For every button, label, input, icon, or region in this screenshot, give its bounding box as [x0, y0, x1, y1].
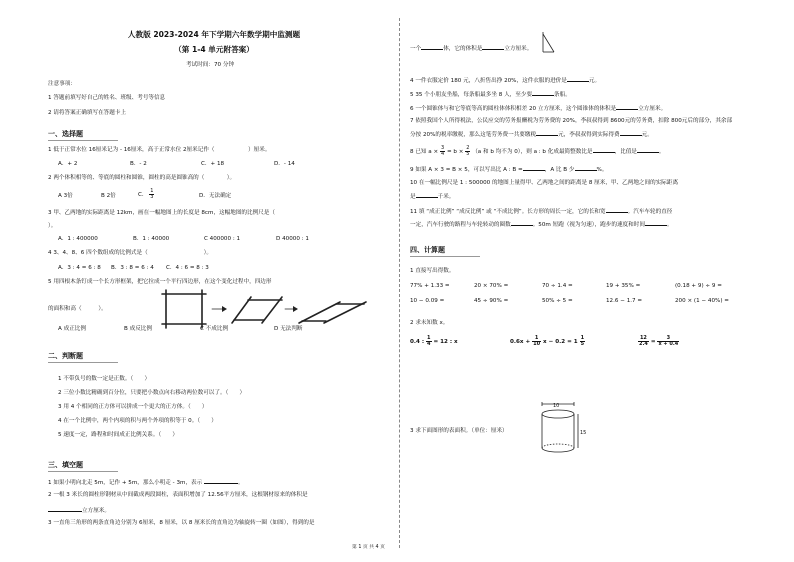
- left-column: [38, 0, 390, 562]
- fill-q10-cont: 是 千米。: [410, 194, 455, 200]
- judge-q2: 2 三位小数比精确到百分位，只要把小数点向右移动两位数可以了。（ ）: [58, 390, 246, 396]
- section-underline: [48, 471, 118, 472]
- calc-q2: 2 求未知数 x。: [410, 320, 449, 326]
- answer-blank[interactable]: [637, 147, 659, 153]
- answer-blank[interactable]: [606, 207, 628, 213]
- answer-blank[interactable]: [645, 220, 667, 226]
- calc-q3: 3 求下面图形的表面积。（单位：厘米）: [410, 428, 508, 434]
- note-item: 2 请将答案正确填写在答题卡上: [48, 110, 127, 116]
- choice-q3-opt-d: D 40000 : 1: [276, 236, 309, 242]
- choice-q2-opt-c: C． $\frac{1}{3}$: [138, 188, 154, 200]
- answer-blank[interactable]: [616, 104, 638, 110]
- fill-q1: 1 如果小明向北走 5m，记作 + 5m，那么小明走 - 3m，表示 。: [48, 480, 244, 486]
- answer-blank[interactable]: [204, 478, 238, 484]
- section-underline: [410, 256, 480, 257]
- calc-q1: 1 直接写出得数。: [410, 268, 455, 274]
- choice-q5-opt-d: D 无法判断: [274, 326, 303, 332]
- answer-blank[interactable]: [575, 165, 597, 171]
- judge-q3: 3 用 4 个相同的正方体可以拼成一个更大的正方体。（ ）: [58, 404, 208, 410]
- equation-1: 0.4 : $\frac{1}{4}$ = 12 : x: [410, 335, 458, 347]
- choice-q4-opt-b: B．3 : 8 = 6 : 4: [111, 265, 154, 271]
- fill-q5: 5 35 个小朋友坐船，每条船最多坐 8 人，至少要 条船。: [410, 92, 571, 98]
- fraction: $\frac{2}{5}$: [466, 145, 470, 157]
- section-heading-choice: 一、选择题: [48, 130, 83, 138]
- calc-item: 12.6 − 1.7 =: [606, 298, 643, 304]
- fill-q7-cont: 分按 20%的税率缴税，那么这笔劳务费一共要缴税 元，李叔叔得到实际得费 元。: [410, 132, 653, 138]
- choice-q5-opt-c: C 不成比例: [200, 326, 229, 332]
- answer-blank[interactable]: [48, 506, 82, 512]
- fill-q3-cont: 一个 体，它的体积是 立方厘米。: [410, 46, 533, 52]
- calc-item: 70 ÷ 1.4 =: [542, 283, 573, 289]
- choice-q5-cont: 的面积和高（ ）。: [48, 306, 107, 312]
- fill-q6: 6 一个圆锥体与和它等底等高的圆柱体体积相差 20 立方厘米，这个圆锥体的体积是 立方厘米。: [410, 106, 667, 112]
- fraction: $\frac{1}{4}$: [427, 335, 431, 347]
- choice-q2-opt-b: B 2倍: [101, 193, 116, 199]
- section-underline: [48, 140, 118, 141]
- choice-q2-opt-d: D．无法确定: [199, 193, 232, 199]
- fill-q8: 8 已知 a × $\frac{3}{4}$ = b × $\frac{2}{5}$ （a 和 b 均不为 0），则 a : b 化成最简整数比是 ，比值是 。: [410, 145, 665, 157]
- fraction: $\frac{3}{4}$: [440, 145, 445, 157]
- calc-item: 20 × 70% =: [474, 283, 509, 289]
- column-divider: [399, 18, 401, 548]
- equation-3: $\frac{12}{2.4}$ = $\frac{3}{x + 0.4}$: [639, 335, 679, 347]
- fraction-one-third: $\frac{1}{3}$: [150, 188, 154, 200]
- fraction: $\frac{12}{2.4}$: [639, 335, 648, 347]
- page-number: 第 1 页 共 4 页: [352, 545, 385, 550]
- choice-q2: 2 两个体积相等的、等底的圆柱和圆锥，圆柱的高是圆锥高的（ ）。: [48, 175, 236, 181]
- exam-subtitle: （第 1-4 单元附答案）: [174, 45, 254, 54]
- section-heading-judge: 二、判断题: [48, 352, 83, 360]
- fill-q4: 4 一件衣服定价 180 元，八折售出挣 20%，这件衣服的进价是 元。: [410, 78, 601, 84]
- answer-blank[interactable]: [536, 130, 558, 136]
- choice-q3: 3 甲、乙两地的实际距离是 12km，画在一幅地图上的长度是 8cm，这幅地图的比例尺是（: [48, 210, 275, 216]
- choice-q3-opt-a: A．1 : 400000: [58, 236, 98, 242]
- choice-q3-opt-c: C 400000 : 1: [204, 236, 241, 242]
- choice-q5-opt-b: B 成反比例: [124, 326, 152, 332]
- fraction: $\frac{1}{10}$: [533, 335, 541, 347]
- notes-heading: 注意事项：: [48, 81, 76, 87]
- choice-q4-opt-a: A．3 : 4 = 6 : 8: [58, 265, 101, 271]
- choice-q4-opt-c: C．4 : 6 = 8 : 3: [166, 265, 209, 271]
- choice-q5: 5 用四根木条钉成一个长方形框架，把它拉成一个平行四边形，在这个变化过程中，四边形: [48, 279, 272, 285]
- calc-item: 19 + 35% =: [606, 283, 641, 289]
- fraction: $\frac{1}{5}$: [580, 335, 585, 347]
- answer-blank[interactable]: [567, 76, 589, 82]
- cylinder-height-label: 15: [580, 430, 587, 436]
- fill-q2-cont: 立方厘米。: [48, 506, 110, 515]
- fill-q2: 2 一根 3 米长的圆柱形钢材从中间截成两段圆柱，表面积增加了 12.56平方厘米，这根钢材原来的体积是: [48, 492, 308, 498]
- calc-item: 10 − 0.09 =: [410, 298, 445, 304]
- answer-blank[interactable]: [620, 130, 642, 136]
- exam-time: 考试时间：70 分钟: [186, 62, 235, 68]
- answer-blank[interactable]: [511, 220, 533, 226]
- calc-item: 200 × (1 − 40%) =: [675, 298, 729, 304]
- fill-q11-cont: 一定，汽车行驶的路程与车轮转动的圈数 。50m 短跑（视为匀速），跑步的速度和时间 。: [410, 222, 673, 228]
- choice-q1: 1 低于正常水位 16厘米记为 - 16厘米，高于正常水位 2厘米记作（ ）厘米。: [48, 147, 271, 153]
- calc-item: 45 ÷ 90% =: [474, 298, 509, 304]
- cylinder-diameter-label: 10: [553, 403, 560, 409]
- calc-item: (0.18 + 9) ÷ 9 =: [675, 283, 722, 289]
- calc-item: 77% + 1.33 =: [410, 283, 450, 289]
- choice-q3-cont: ）。: [48, 223, 57, 229]
- answer-blank[interactable]: [593, 147, 615, 153]
- judge-q4: 4 在一个比例中，两个内项的积与两个外项的积等于 0。（ ）: [58, 418, 217, 424]
- judge-q5: 5 速度一定，路程和时间成正比例关系。（ ）: [58, 432, 179, 438]
- choice-q1-opt-a: A．+ 2: [58, 161, 78, 167]
- section-heading-calc: 四、计算题: [410, 246, 445, 254]
- calc-item: 50% ÷ 5 =: [542, 298, 573, 304]
- fill-q3: 3 一直角三角形的两条直角边分别为 6厘米，8 厘米，以 8 厘米长的直角边为轴旋转一圈（如图），得到的是: [48, 520, 315, 526]
- answer-blank[interactable]: [482, 44, 504, 50]
- judge-q1: 1 不带负号的数一定是正数。（ ）: [58, 376, 151, 382]
- triangle-rotation-figure: [540, 32, 558, 54]
- answer-blank[interactable]: [416, 192, 438, 198]
- choice-q5-opt-a: A 成正比例: [58, 326, 86, 332]
- choice-q1-opt-d: D．- 14: [274, 161, 295, 167]
- fill-q10: 10 在一幅比例尺是 1 : 500000 的地图上量得甲、乙两地之间的距离是 8 厘米，甲、乙两地之间的实际距离: [410, 180, 679, 186]
- choice-q2-opt-a: A 3倍: [58, 193, 73, 199]
- answer-blank[interactable]: [532, 90, 554, 96]
- choice-q1-opt-b: B．- 2: [130, 161, 147, 167]
- choice-q4: 4 3、4、8、6 四个数组成的比例式是（ ）。: [48, 250, 212, 256]
- choice-q1-opt-c: C．+ 18: [201, 161, 225, 167]
- exam-title: 人教版 2023-2024 年下学期六年数学期中监测题: [127, 30, 301, 39]
- section-underline: [48, 362, 118, 363]
- fraction: $\frac{3}{x + 0.4}$: [658, 335, 679, 347]
- right-column: [410, 0, 760, 562]
- answer-blank[interactable]: [523, 165, 545, 171]
- note-item: 1 答题前填写好自己的姓名、班级、考号等信息: [48, 95, 166, 101]
- cylinder-figure: [538, 402, 587, 456]
- fill-q11: 11 填 “成正比例” “成反比例” 或 “不成比例”。长方形的周长一定，它的长和宽 。汽车车轮的直径: [410, 209, 673, 215]
- frame-deformation-figure: [156, 290, 370, 332]
- choice-q3-opt-b: B．1 : 40000: [133, 236, 170, 242]
- fill-q7: 7 依照我国个人所得税法，公民应交的劳务报酬税为劳务费的 20%，李叔叔得到 8600元的劳务费，扣除 800元后的部分，其余部: [410, 118, 733, 124]
- section-heading-fill: 三、填空题: [48, 461, 83, 469]
- fill-q9: 9 如果 A × 3 = B × 5，可以写出比 A : B = ，A 比 B 少 %。: [410, 167, 608, 173]
- answer-blank[interactable]: [421, 44, 443, 50]
- equation-2: 0.6x + $\frac{1}{10}$ x − 0.2 = 1 $\frac{1}{5}$: [510, 335, 585, 347]
